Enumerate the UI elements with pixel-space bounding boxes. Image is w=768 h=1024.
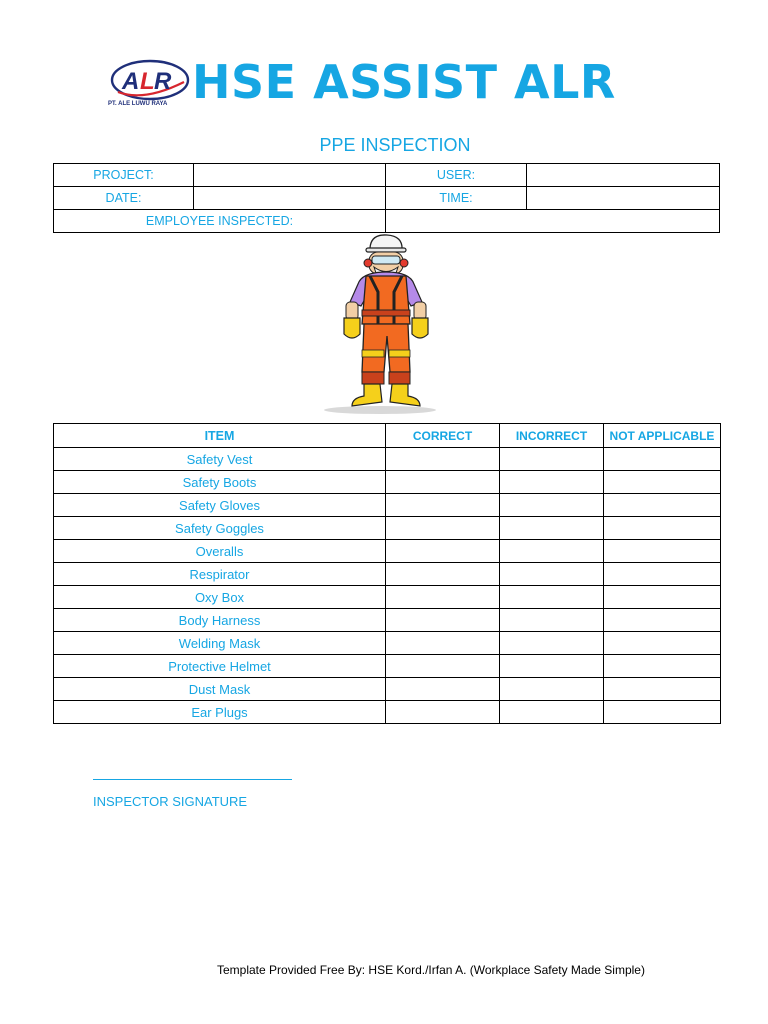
incorrect-cell[interactable] <box>500 563 604 586</box>
table-header-row <box>54 424 721 448</box>
incorrect-cell[interactable] <box>500 609 604 632</box>
item-label: Safety Boots <box>54 471 386 494</box>
not-applicable-cell[interactable] <box>604 701 721 724</box>
table-row <box>54 678 721 701</box>
column-header-correct: CORRECT <box>386 424 500 448</box>
incorrect-cell[interactable] <box>500 471 604 494</box>
correct-cell[interactable] <box>386 701 500 724</box>
correct-cell[interactable] <box>386 448 500 471</box>
project-label: PROJECT: <box>54 164 194 187</box>
correct-cell[interactable] <box>386 471 500 494</box>
time-label: TIME: <box>386 187 527 210</box>
table-row <box>54 471 721 494</box>
table-row <box>54 586 721 609</box>
not-applicable-cell[interactable] <box>604 494 721 517</box>
item-label: Oxy Box <box>54 586 386 609</box>
user-label: USER: <box>386 164 527 187</box>
brand-title: HSE ASSIST ALR <box>192 55 616 109</box>
not-applicable-cell[interactable] <box>604 655 721 678</box>
svg-text:L: L <box>140 68 155 95</box>
column-header-not-applicable: NOT APPLICABLE <box>604 424 721 448</box>
ppe-checklist-table <box>53 423 721 724</box>
incorrect-cell[interactable] <box>500 632 604 655</box>
table-row <box>54 701 721 724</box>
correct-cell[interactable] <box>386 494 500 517</box>
table-row <box>54 540 721 563</box>
correct-cell[interactable] <box>386 563 500 586</box>
ppe-worker-illustration <box>322 232 442 416</box>
table-row <box>54 632 721 655</box>
item-label: Safety Goggles <box>54 517 386 540</box>
project-field[interactable] <box>194 164 386 187</box>
table-row <box>54 517 721 540</box>
signature-line[interactable] <box>93 779 292 780</box>
item-label: Respirator <box>54 563 386 586</box>
item-label: Protective Helmet <box>54 655 386 678</box>
correct-cell[interactable] <box>386 655 500 678</box>
not-applicable-cell[interactable] <box>604 517 721 540</box>
incorrect-cell[interactable] <box>500 494 604 517</box>
correct-cell[interactable] <box>386 678 500 701</box>
time-field[interactable] <box>527 187 720 210</box>
table-row <box>54 494 721 517</box>
item-label: Overalls <box>54 540 386 563</box>
item-label: Ear Plugs <box>54 701 386 724</box>
incorrect-cell[interactable] <box>500 701 604 724</box>
correct-cell[interactable] <box>386 540 500 563</box>
svg-text:A: A <box>122 68 140 95</box>
table-row <box>54 448 721 471</box>
employee-inspected-label: EMPLOYEE INSPECTED: <box>54 210 386 233</box>
column-header-item: ITEM <box>54 424 386 448</box>
not-applicable-cell[interactable] <box>604 471 721 494</box>
svg-text:PT. ALE LUWU RAYA: PT. ALE LUWU RAYA <box>108 101 168 107</box>
correct-cell[interactable] <box>386 609 500 632</box>
incorrect-cell[interactable] <box>500 448 604 471</box>
correct-cell[interactable] <box>386 586 500 609</box>
correct-cell[interactable] <box>386 517 500 540</box>
not-applicable-cell[interactable] <box>604 563 721 586</box>
not-applicable-cell[interactable] <box>604 678 721 701</box>
item-label: Welding Mask <box>54 632 386 655</box>
date-label: DATE: <box>54 187 194 210</box>
table-row <box>54 609 721 632</box>
incorrect-cell[interactable] <box>500 678 604 701</box>
not-applicable-cell[interactable] <box>604 609 721 632</box>
company-logo <box>104 56 190 108</box>
inspector-signature-label: INSPECTOR SIGNATURE <box>93 794 248 809</box>
svg-text:R: R <box>154 68 172 95</box>
incorrect-cell[interactable] <box>500 517 604 540</box>
footer-credit: Template Provided Free By: HSE Kord./Irfan A. (Workplace Safety Made Simple) <box>217 963 645 977</box>
table-row <box>54 655 721 678</box>
not-applicable-cell[interactable] <box>604 540 721 563</box>
date-field[interactable] <box>194 187 386 210</box>
employee-inspected-field[interactable] <box>386 210 720 233</box>
not-applicable-cell[interactable] <box>604 448 721 471</box>
not-applicable-cell[interactable] <box>604 586 721 609</box>
item-label: Body Harness <box>54 609 386 632</box>
column-header-incorrect: INCORRECT <box>500 424 604 448</box>
incorrect-cell[interactable] <box>500 540 604 563</box>
document-title: PPE INSPECTION <box>319 135 471 155</box>
item-label: Safety Vest <box>54 448 386 471</box>
item-label: Safety Gloves <box>54 494 386 517</box>
incorrect-cell[interactable] <box>500 655 604 678</box>
item-label: Dust Mask <box>54 678 386 701</box>
info-table <box>53 163 720 233</box>
user-field[interactable] <box>527 164 720 187</box>
incorrect-cell[interactable] <box>500 586 604 609</box>
not-applicable-cell[interactable] <box>604 632 721 655</box>
correct-cell[interactable] <box>386 632 500 655</box>
table-row <box>54 563 721 586</box>
